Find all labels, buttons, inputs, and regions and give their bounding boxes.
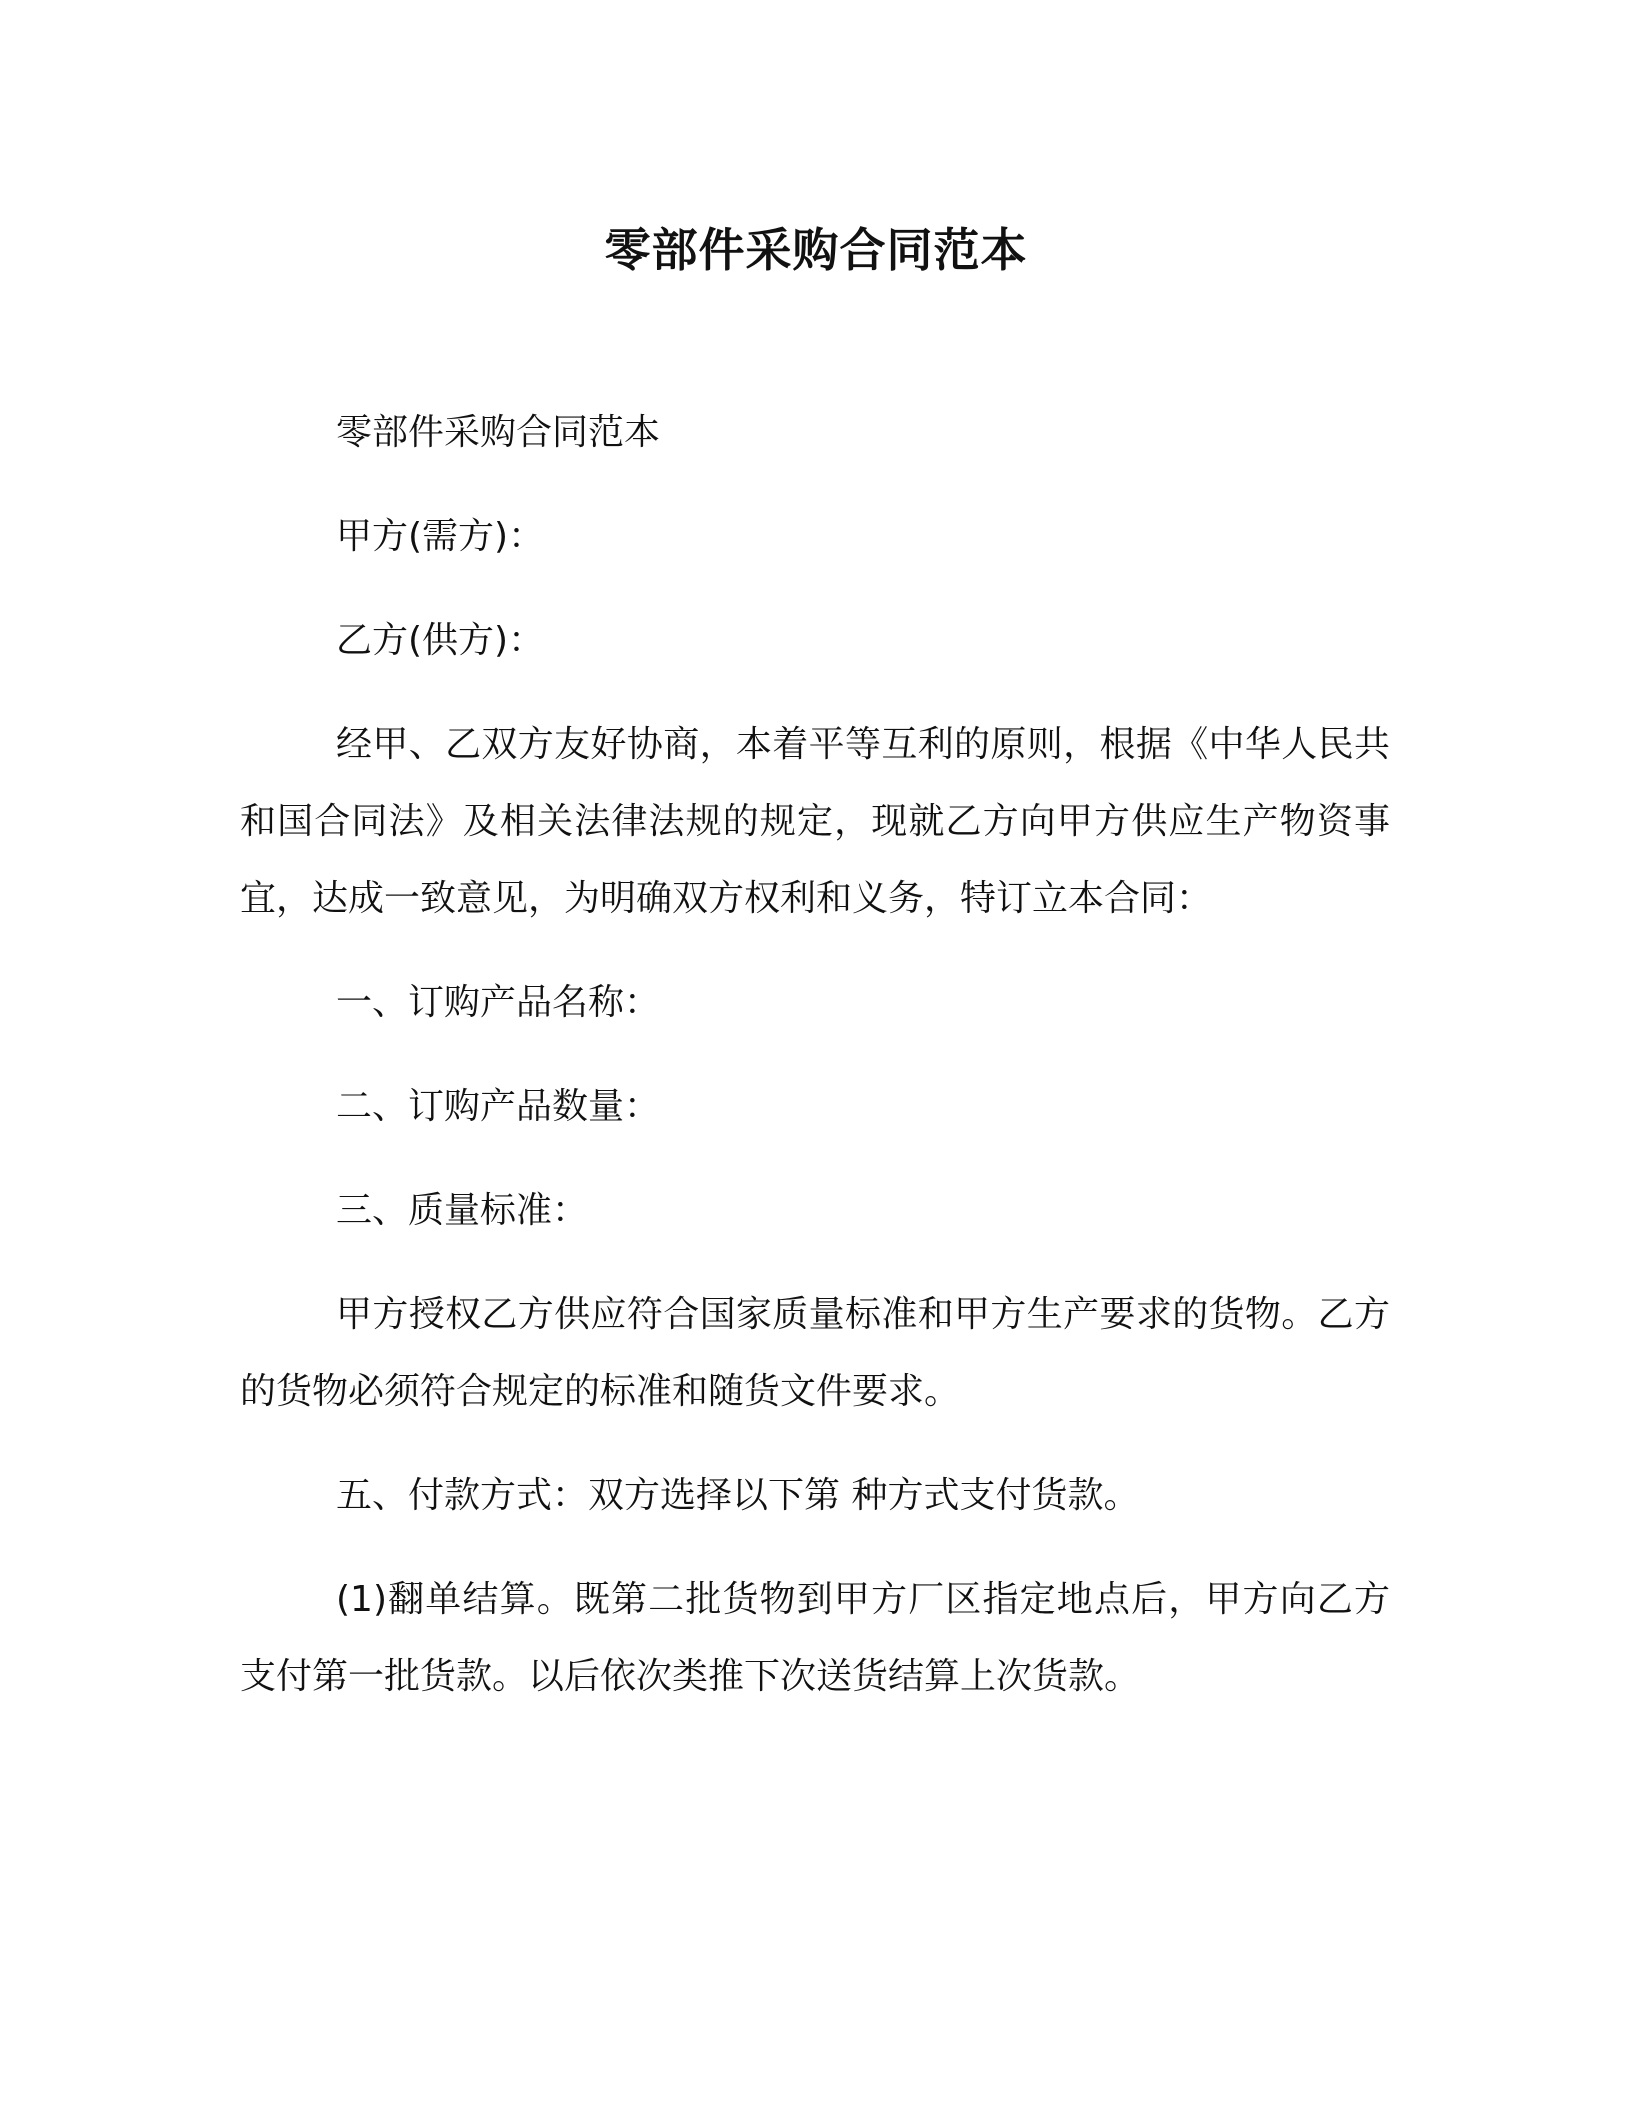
quality-standard-text: 甲方授权乙方供应符合国家质量标准和甲方生产要求的货物。乙方的货物必须符合规定的标准和随货文件要求。 xyxy=(240,1294,1390,1412)
payment-option-1-text: (1)翻单结算。既第二批货物到甲方厂区指定地点后，甲方向乙方支付第一批货款。以后依次类推下次送货结算上次货款。 xyxy=(240,1579,1390,1697)
party-b-paragraph: 乙方(供方)： xyxy=(336,620,545,661)
subtitle-paragraph: 零部件采购合同范本 xyxy=(336,412,661,453)
product-quantity-clause: 二、订购产品数量： xyxy=(336,1086,661,1127)
document-title: 零部件采购合同范本 xyxy=(604,223,1028,277)
quality-standard-clause: 三、质量标准： xyxy=(336,1190,589,1231)
product-name-clause: 一、订购产品名称： xyxy=(336,982,661,1023)
document-body xyxy=(240,394,1390,1742)
preamble-paragraph: 经甲、乙双方友好协商，本着平等互利的原则，根据《中华人民共和国合同法》及相关法律法规的规定，现就乙方向甲方供应生产物资事宜，达成一致意见，为明确双方权利和义务，特订立本合同： xyxy=(240,724,1390,919)
payment-method-clause: 五、付款方式：双方选择以下第 种方式支付货款。 xyxy=(336,1475,1140,1516)
party-a-paragraph: 甲方(需方)： xyxy=(336,516,545,557)
